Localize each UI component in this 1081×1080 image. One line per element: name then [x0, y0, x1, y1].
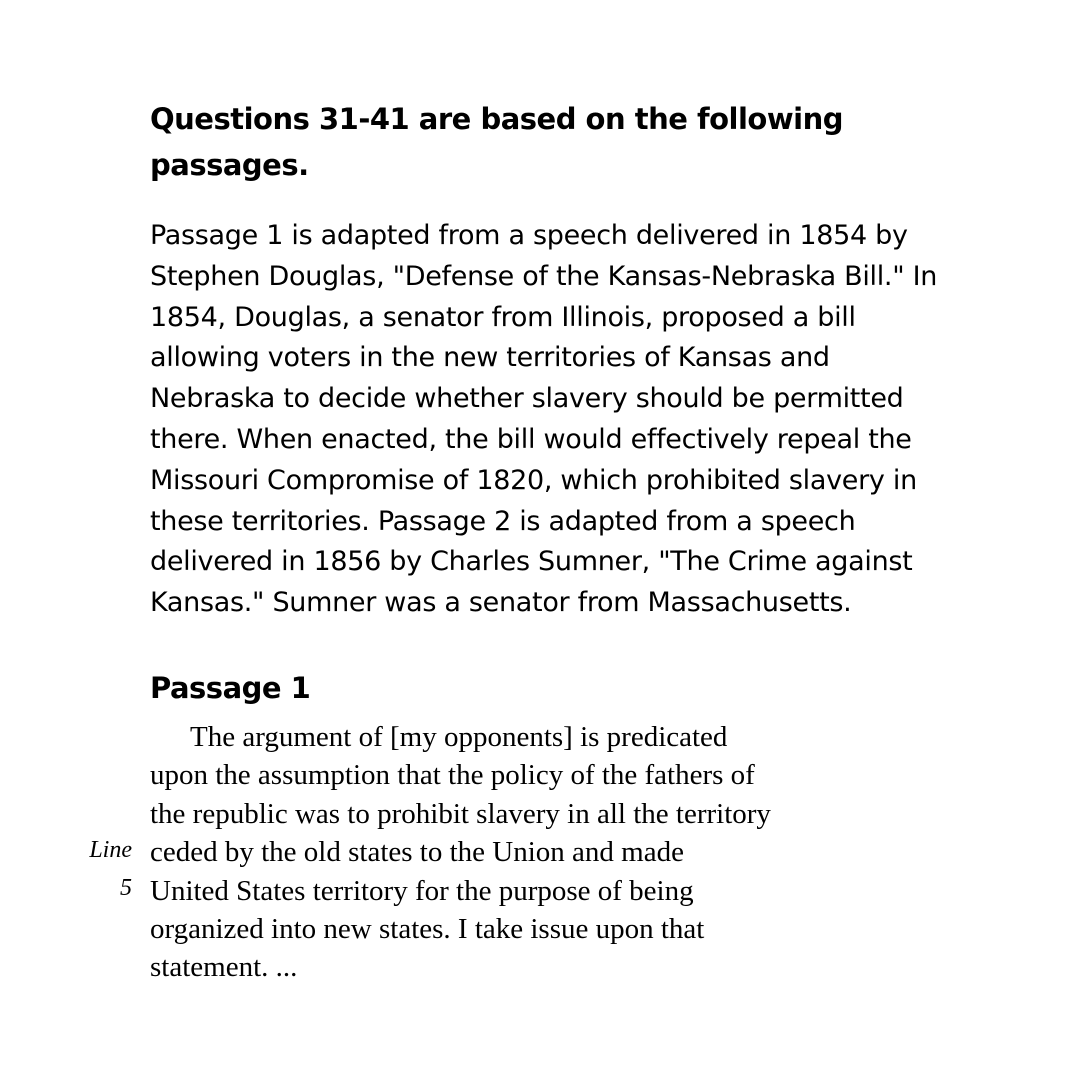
- passage-line: United States territory for the purpose of being: [150, 874, 694, 907]
- intro-line: Nebraska to decide whether slavery should be permitted: [150, 383, 904, 415]
- intro-line: there. When enacted, the bill would effectively repeal the: [150, 423, 912, 455]
- intro-line: Missouri Compromise of 1820, which prohibited slavery in: [150, 464, 917, 496]
- passage-line: The argument of [my opponents] is predicated: [190, 721, 728, 753]
- passage-line: the republic was to prohibit slavery in all the territory: [150, 797, 771, 830]
- intro-line: 1854, Douglas, a senator from Illinois, proposed a bill: [150, 301, 856, 333]
- line-label: Line: [89, 837, 132, 863]
- passage-line: ceded by the old states to the Union and made: [150, 836, 684, 869]
- passage-1-text: [150, 718, 870, 987]
- intro-line: delivered in 1856 by Charles Sumner, "The Crime against: [150, 546, 913, 578]
- passage-line: statement. ...: [150, 951, 298, 984]
- intro-line: allowing voters in the new territories of Kansas and: [150, 342, 830, 374]
- passage-line: upon the assumption that the policy of the fathers of: [150, 759, 755, 792]
- line-number: 5: [120, 875, 132, 901]
- passage-1-title: Passage 1: [150, 671, 311, 705]
- intro-line: Kansas." Sumner was a senator from Massachusetts.: [150, 587, 852, 619]
- heading-line: passages.: [150, 148, 309, 182]
- passage-introduction: [150, 216, 980, 624]
- intro-line: these territories. Passage 2 is adapted from a speech: [150, 505, 856, 537]
- intro-line: Passage 1 is adapted from a speech delivered in 1854 by: [150, 220, 908, 251]
- intro-line: Stephen Douglas, "Defense of the Kansas-Nebraska Bill." In: [150, 260, 938, 292]
- heading-line: Questions 31-41 are based on the following: [150, 102, 843, 136]
- questions-heading: [150, 96, 910, 188]
- passage-line: organized into new states. I take issue upon that: [150, 913, 705, 946]
